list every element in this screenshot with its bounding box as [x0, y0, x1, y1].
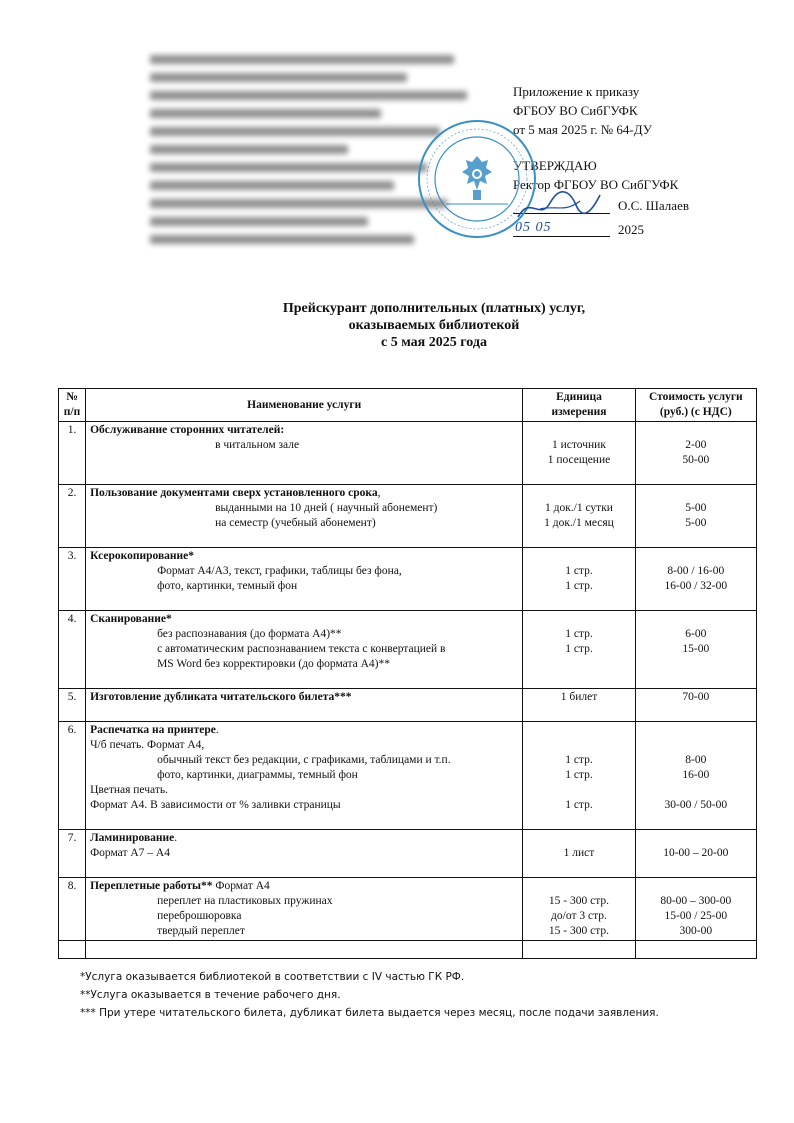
service-title-tail: .: [215, 724, 219, 736]
unit-value: 1 стр.: [565, 628, 593, 640]
unit-cell: [523, 485, 635, 548]
service-item: твердый переплет: [157, 925, 245, 937]
service-title: Сканирование*: [90, 613, 172, 625]
document-title: [0, 300, 794, 351]
service-cell: [86, 548, 523, 611]
service-title-tail: Формат А4: [212, 880, 270, 892]
col-header-num: № п/п: [59, 389, 86, 422]
title-line: оказываемых библиотекой: [348, 318, 520, 333]
empty-row: [59, 941, 757, 959]
unit-value: 1 лист: [563, 847, 595, 859]
price-cell: [635, 830, 756, 878]
service-item: обычный текст без редакции, с графиками, таблицами и т.п.: [157, 754, 451, 766]
unit-cell: [523, 548, 635, 611]
col-header-price: Стоимость услуги (руб.) (с НДС): [635, 389, 756, 422]
table-row: [59, 722, 757, 830]
price-value: 16-00: [682, 769, 710, 781]
price-value: 6-00: [685, 628, 707, 640]
price-cell: [635, 485, 756, 548]
approver-name: О.С. Шалаев: [618, 198, 689, 213]
service-cell: [86, 485, 523, 548]
price-value: 30-00 / 50-00: [664, 799, 728, 811]
service-item: на семестр (учебный абонемент): [215, 517, 376, 529]
unit-value: до/от 3 стр.: [551, 910, 607, 922]
service-item: Формат А4/А3, текст, графики, таблицы без фона,: [157, 565, 402, 577]
service-title: Переплетные работы**: [90, 880, 213, 892]
handwritten-signature: [510, 185, 605, 225]
unit-cell: [523, 830, 635, 878]
price-value: 300-00: [679, 925, 713, 937]
table-row: [59, 548, 757, 611]
service-item: MS Word без корректировки (до формата А4)**: [157, 658, 390, 670]
price-cell: [635, 722, 756, 830]
table-row: [59, 485, 757, 548]
service-item: с автоматическим распознаванием текста с конвертацией в: [157, 643, 446, 655]
service-cell: [86, 611, 523, 689]
price-cell: [635, 422, 756, 485]
service-line: Формат А7 – А4: [90, 847, 170, 859]
price-value: 5-00: [685, 502, 707, 514]
price-value: 2-00: [685, 439, 707, 451]
table-row: [59, 689, 757, 722]
row-number: 1.: [59, 422, 86, 485]
table-row: [59, 878, 757, 941]
title-line: Прейскурант дополнительных (платных) услуг,: [282, 301, 586, 316]
unit-value: 1 стр.: [565, 580, 593, 592]
unit-cell: [523, 878, 635, 941]
service-item: выданными на 10 дней ( научный абонемент): [215, 502, 438, 514]
service-item: фото, картинки, темный фон: [157, 580, 298, 592]
service-title: Распечатка на принтере: [90, 724, 216, 736]
handwritten-date: 05 05: [515, 220, 552, 235]
price-value: 10-00 – 20-00: [663, 847, 729, 859]
service-title: Пользование документами сверх установленного срока: [90, 487, 378, 499]
unit-value: 1 док./1 сутки: [544, 502, 613, 514]
price-value: 15-00 / 25-00: [664, 910, 728, 922]
service-cell: [86, 689, 523, 722]
price-value: 5-00: [685, 517, 707, 529]
unit-value: 1 стр.: [565, 799, 593, 811]
service-title-tail: .: [174, 832, 178, 844]
footnotes: [80, 968, 770, 1022]
price-table: [58, 388, 757, 959]
appendix-line: Приложение к приказу: [513, 84, 640, 99]
unit-value: 1 источник: [552, 439, 606, 451]
unit-value: 1 посещение: [547, 454, 611, 466]
row-number: 4.: [59, 611, 86, 689]
service-title: Изготовление дубликата читательского билета***: [90, 691, 352, 703]
unit-value: 1 билет: [560, 691, 598, 703]
table-row: [59, 422, 757, 485]
table-row: [59, 611, 757, 689]
price-cell: [635, 689, 756, 722]
price-cell: [635, 548, 756, 611]
price-value: 8-00: [685, 754, 707, 766]
price-value: 80-00 – 300-00: [660, 895, 732, 907]
unit-value: 1 док./1 месяц: [544, 517, 614, 529]
service-line: Цветная печать.: [90, 784, 168, 796]
row-number: 2.: [59, 485, 86, 548]
row-number: 3.: [59, 548, 86, 611]
price-value: 50-00: [682, 454, 710, 466]
unit-cell: [523, 422, 635, 485]
row-number: 7.: [59, 830, 86, 878]
unit-value: 1 стр.: [565, 769, 593, 781]
row-number: 8.: [59, 878, 86, 941]
service-cell: [86, 830, 523, 878]
service-item: переброшюровка: [157, 910, 242, 922]
approve-word: УТВЕРЖДАЮ: [513, 158, 597, 173]
unit-value: 15 - 300 стр.: [548, 925, 610, 937]
unit-value: 15 - 300 стр.: [548, 895, 610, 907]
table-header-row: [59, 389, 757, 422]
appendix-line: ФГБОУ ВО СибГУФК: [513, 103, 638, 118]
col-header-name: Наименование услуги: [86, 389, 523, 422]
service-item: без распознавания (до формата А4)**: [157, 628, 342, 640]
price-cell: [635, 611, 756, 689]
appendix-line: от 5 мая 2025 г. № 64-ДУ: [513, 122, 652, 137]
service-line: Ч/б печать. Формат А4,: [90, 739, 205, 751]
service-title: Ксерокопирование*: [90, 550, 195, 562]
approver-title: Ректор ФГБОУ ВО СибГУФК: [513, 177, 679, 192]
service-title: Ламинирование: [90, 832, 175, 844]
service-cell: [86, 422, 523, 485]
service-item: фото, картинки, диаграммы, темный фон: [157, 769, 358, 781]
unit-value: 1 стр.: [565, 565, 593, 577]
table-row: [59, 830, 757, 878]
price-cell: [635, 878, 756, 941]
service-title-tail: ,: [377, 487, 381, 499]
unit-cell: [523, 689, 635, 722]
unit-cell: [523, 611, 635, 689]
service-item: переплет на пластиковых пружинах: [157, 895, 333, 907]
service-title: Обслуживание сторонних читателей:: [90, 424, 285, 436]
service-cell: [86, 878, 523, 941]
unit-value: 1 стр.: [565, 754, 593, 766]
footnote: **Услуга оказывается в течение рабочего дня.: [80, 989, 341, 1001]
price-value: 8-00 / 16-00: [667, 565, 725, 577]
row-number: 5.: [59, 689, 86, 722]
title-line: с 5 мая 2025 года: [381, 335, 487, 350]
price-value: 16-00 / 32-00: [664, 580, 728, 592]
footnote: *Услуга оказывается библиотекой в соответствии с IV частью ГК РФ.: [80, 971, 465, 983]
service-cell: [86, 722, 523, 830]
col-header-unit: Единица измерения: [523, 389, 635, 422]
approval-year: 2025: [618, 222, 644, 237]
unit-value: 1 стр.: [565, 643, 593, 655]
service-line: Формат А4. В зависимости от % заливки страницы: [90, 799, 341, 811]
row-number: 6.: [59, 722, 86, 830]
service-item: в читальном зале: [215, 439, 300, 451]
price-value: 70-00: [682, 691, 710, 703]
footnote: *** При утере читательского билета, дубликат билета выдается через месяц, после подачи заявления.: [80, 1007, 659, 1019]
price-value: 15-00: [682, 643, 710, 655]
unit-cell: [523, 722, 635, 830]
